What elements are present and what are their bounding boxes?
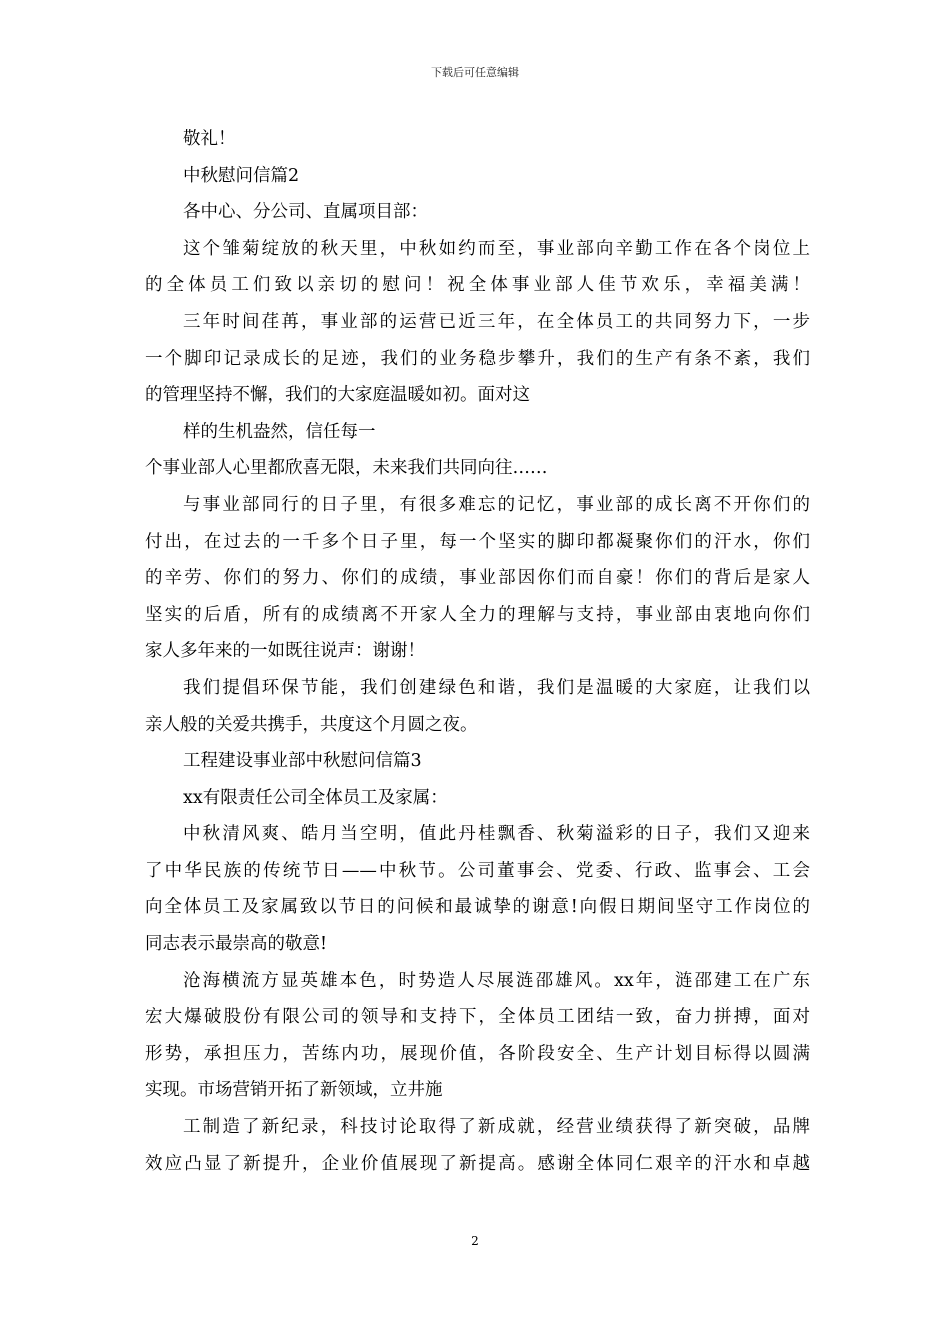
text-line: 沧海横流方显英雄本色，时势造人尽展涟邵雄风。xx年，涟邵建工在广东 — [183, 970, 810, 991]
text-line: 家人多年来的一如既往说声：谢谢！ — [145, 641, 425, 662]
text-line: 工制造了新纪录，科技讨论取得了新成就，经营业绩获得了新突破，品牌 — [183, 1117, 810, 1138]
text-line: 三年时间荏苒，事业部的运营已近三年，在全体员工的共同努力下，一步 — [183, 311, 810, 332]
text-line: 各中心、分公司、直属项目部： — [183, 202, 428, 223]
text-line: 的辛劳、你们的努力、你们的成绩，事业部因你们而自豪！你们的背后是家人 — [145, 568, 810, 589]
text-line: 敬礼！ — [183, 129, 236, 149]
text-line: 的管理坚持不懈，我们的大家庭温暖如初。面对这 — [145, 385, 530, 406]
text-line: 同志表示最崇高的敬意! — [145, 934, 328, 955]
text-line: 了中华民族的传统节日——中秋节。公司董事会、党委、行政、监事会、工会 — [145, 860, 810, 881]
text-line: 坚实的后盾，所有的成绩离不开家人全力的理解与支持，事业部由衷地向你们 — [145, 604, 810, 625]
text-line: 形势，承担压力，苦练内功，展现价值，各阶段安全、生产计划目标得以圆满 — [145, 1043, 810, 1064]
text-line: 效应凸显了新提升，企业价值展现了新提高。感谢全体同仁艰辛的汗水和卓越 — [145, 1153, 810, 1174]
page-header: 下载后可任意编辑 — [431, 66, 519, 79]
text-line: 付出，在过去的一千多个日子里，每一个坚实的脚印都凝聚你们的汗水，你们 — [145, 531, 810, 552]
text-line: 实现。市场营销开拓了新领域，立井施 — [145, 1080, 443, 1101]
page-number: 2 — [471, 1234, 479, 1248]
document-body — [145, 121, 810, 1182]
text-line: 中秋慰问信篇2 — [183, 165, 300, 186]
text-line: 宏大爆破股份有限公司的领导和支持下，全体员工团结一致，奋力拼搏，面对 — [145, 1007, 810, 1028]
text-line: 这个雏菊绽放的秋天里，中秋如约而至，事业部向辛勤工作在各个岗位上 — [183, 238, 810, 259]
text-line: 我们提倡环保节能，我们创建绿色和谐，我们是温暖的大家庭，让我们以 — [183, 677, 810, 698]
text-line: xx有限责任公司全体员工及家属： — [183, 787, 448, 808]
text-line: 中秋清风爽、皓月当空明，值此丹桂飘香、秋菊溢彩的日子，我们又迎来 — [183, 824, 810, 845]
text-line: 向全体员工及家属致以节日的问候和最诚挚的谢意!向假日期间坚守工作岗位的 — [145, 897, 810, 918]
text-line: 样的生机盎然，信任每一 — [183, 421, 376, 442]
text-line: 的全体员工们致以亲切的慰问！祝全体事业部人佳节欢乐，幸福美满！ — [145, 275, 810, 296]
text-line: 与事业部同行的日子里，有很多难忘的记忆，事业部的成长离不开你们的 — [183, 494, 810, 515]
text-line: 工程建设事业部中秋慰问信篇3 — [183, 751, 422, 772]
text-line: 亲人般的关爱共携手，共度这个月圆之夜。 — [145, 714, 478, 735]
text-line: 个事业部人心里都欣喜无限，未来我们共同向往…… — [145, 458, 548, 479]
text-line: 一个脚印记录成长的足迹，我们的业务稳步攀升，我们的生产有条不紊，我们 — [145, 348, 810, 369]
